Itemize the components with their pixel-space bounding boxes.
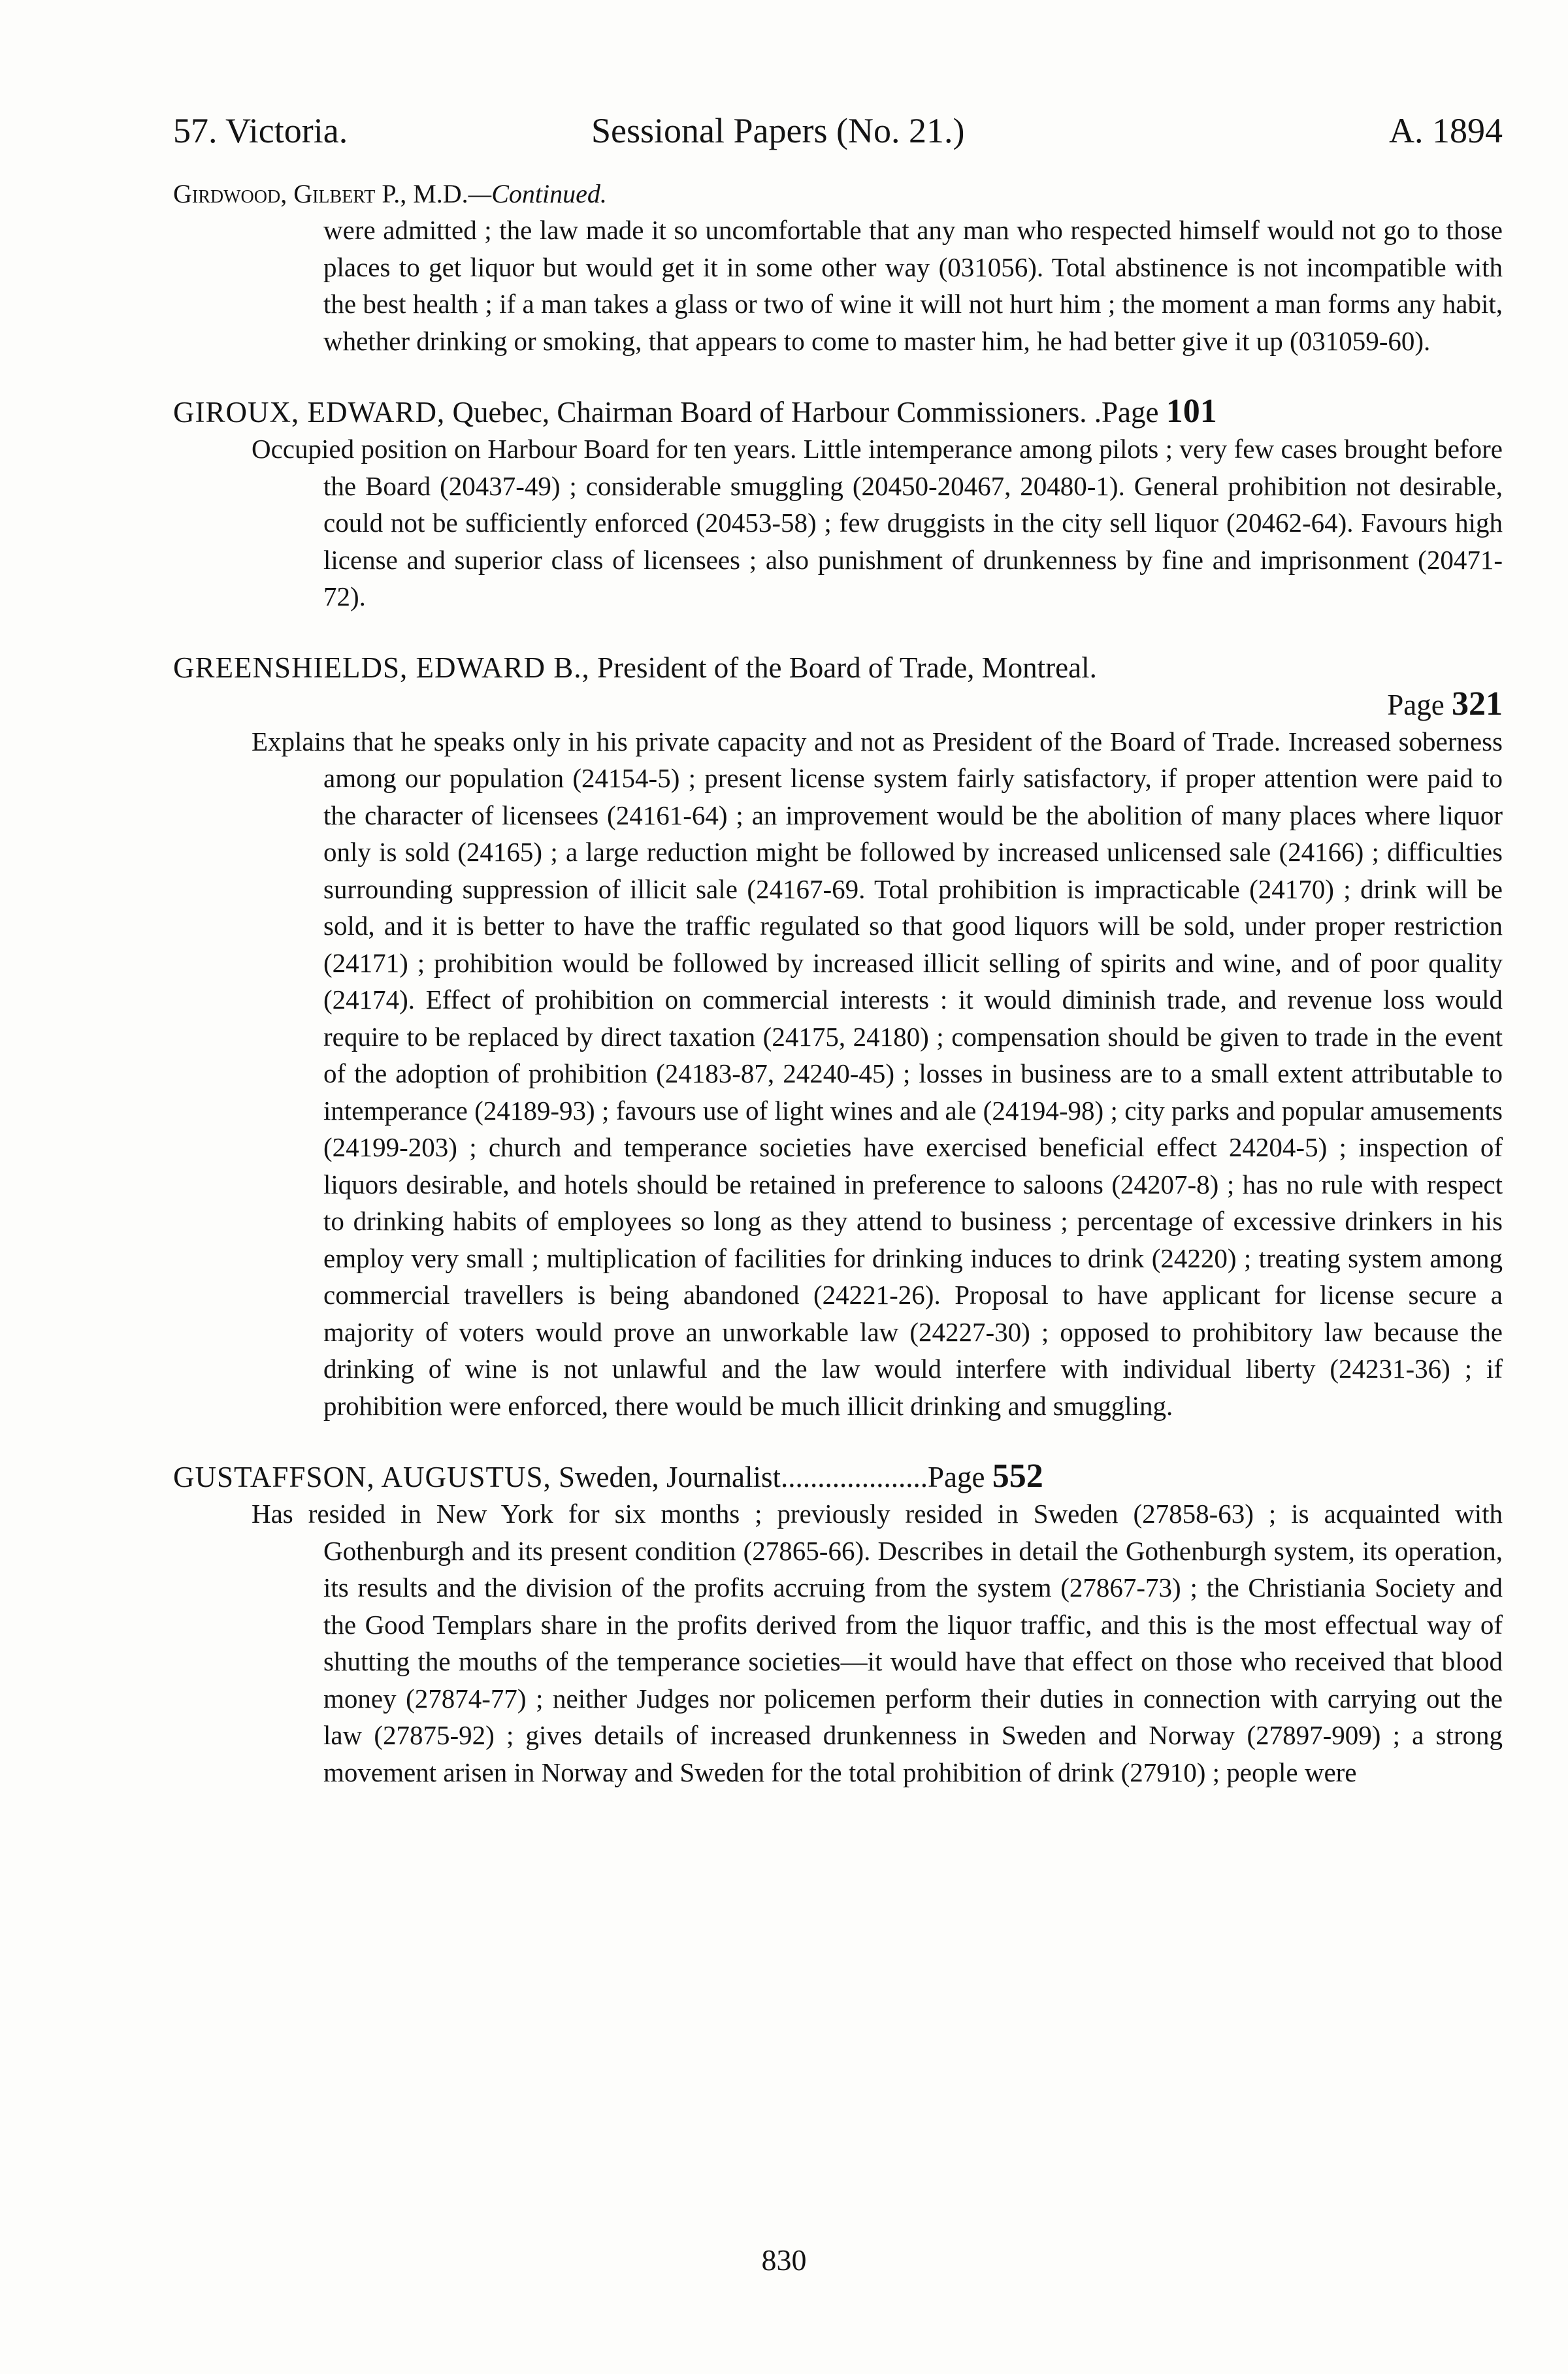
witness-descriptor: Sweden, Journalist.................... [551,1461,928,1493]
continued-name: Girdwood, Gilbert P., M.D. [173,179,468,208]
entry-summary: Occupied position on Harbour Board for ten years. Little intemperance among pilots ; very few cases brought before the Board (20437-49) ; considerable smuggling (20450-20467, 20480-1). General prohibition not desirable, could not be sufficiently enforced (20453-58) ; few druggists in the city sell liquor (20462-64). Favours high license and superior class of licensees ; also punishment of drunkenness by fine and imprisonment (20471-72). [252,434,1503,611]
page-label: Page [928,1461,992,1493]
page-label: Page [1387,688,1452,721]
page-number: 321 [1452,685,1503,723]
page-number: 552 [992,1457,1043,1495]
continued-label: —Continued. [468,179,607,208]
header-title: Sessional Papers (No. 21.) [591,111,965,150]
continued-heading [173,176,1503,212]
index-content [173,176,1503,1791]
entry-heading [173,649,1503,686]
witness-name: GREENSHIELDS, EDWARD B., [173,651,590,684]
index-entry-greenshields [173,649,1503,1425]
running-header [173,101,1503,160]
page-label: Page [1102,396,1166,429]
page-reference [928,1457,1043,1495]
witness-descriptor: President of the Board of Trade, Montreal. [589,651,1097,684]
header-volume: 57. Victoria. [173,111,348,150]
page-number: 101 [1166,393,1217,430]
page-reference [1102,393,1217,430]
index-entry-giroux [173,393,1503,615]
entry-summary: Explains that he speaks only in his private capacity and not as President of the Board of Trade. Increased soberness among our population (24154-5) ; present license system fairly satisfactory, if proper attention were paid to the character of licensees (24161-64) ; an improvement would be the abolition of many places where liquor only is sold (24165) ; a large reduction might be followed by increased unlicensed sale (24166) ; difficulties surrounding suppression of illicit sale (24167-69. Total prohibition is impracticable (24170) ; drink will be sold, and it is better to have the traffic regulated so that good liquors will be sold, under proper restriction (24171) ; prohibition would be followed by increased illicit selling of spirits and wine, and of poor quality (24174). Effect of prohibition on commercial interests : it would diminish trade, and revenue loss would require to be replaced by direct taxation (24175, 24180) ; compensation should be given to trade in the event of the adoption of prohibition (24183-87, 24240-45) ; losses in business are to a small extent attributable to intemperance (24189-93) ; favours use of light wines and ale (24194-98) ; city parks and popular amusements (24199-203) ; church and temperance societies have exercised beneficial effect 24204-5) ; inspection of liquors desirable, and hotels should be retained in preference to saloons (24207-8) ; has no rule with respect to drinking habits of employees so long as they attend to business ; percentage of excessive drinkers in his employ very small ; multiplication of facilities for drinking induces to drink (24220) ; treating system among commercial travellers is being abandoned (24221-26). Proposal to have applicant for license secure a majority of voters would prove an unworkable law (24227-30) ; opposed to prohibitory law because the drinking of wine is not unlawful and the law would interfere with individual liberty (24231-36) ; if prohibition were enforced, there would be much illicit drinking and smuggling. [252,726,1503,1421]
entry-heading [173,1458,1503,1495]
entry-summary: Has resided in New York for six months ; previously resided in Sweden (27858-63) ; is acquainted with Gothenburgh and its present condition (27865-66). Describes in detail the Gothenburgh system, its operation, its results and the division of the profits accruing from the system (27867-73) ; the Christiania Society and the Good Templars share in the profits derived from the liquor traffic, and this is the most effectual way of shutting the mouths of the temperance societies—it would have that effect on those who received that blood money (27874-77) ; neither Judges nor policemen perform their duties in connection with carrying out the law (27875-92) ; gives details of increased drunkenness in Sweden and Norway (27897-909) ; a strong movement arisen in Norway and Sweden for the total prohibition of drink (27910) ; people were [252,1499,1503,1787]
header-year: A. 1894 [1389,111,1503,150]
page-reference [173,686,1503,723]
continued-entry [173,176,1503,359]
witness-name: GIROUX, EDWARD, [173,396,446,429]
page-number-footer: 830 [761,2243,807,2277]
witness-name: GUSTAFFSON, AUGUSTUS, [173,1461,551,1493]
index-entry-gustaffson [173,1458,1503,1791]
entry-heading [173,393,1503,431]
continued-text: were admitted ; the law made it so uncomfortable that any man who respected himself would not go to those places to get liquor but would get it in some other way (031056). Total abstinence is not incompatible with the best health ; if a man takes a glass or two of wine it will not hurt him ; the moment a man forms any habit, whether drinking or smoking, that appears to come to master him, he had better give it up (031059-60). [323,215,1503,356]
witness-descriptor: Quebec, Chairman Board of Harbour Commissioners. . [445,396,1102,429]
